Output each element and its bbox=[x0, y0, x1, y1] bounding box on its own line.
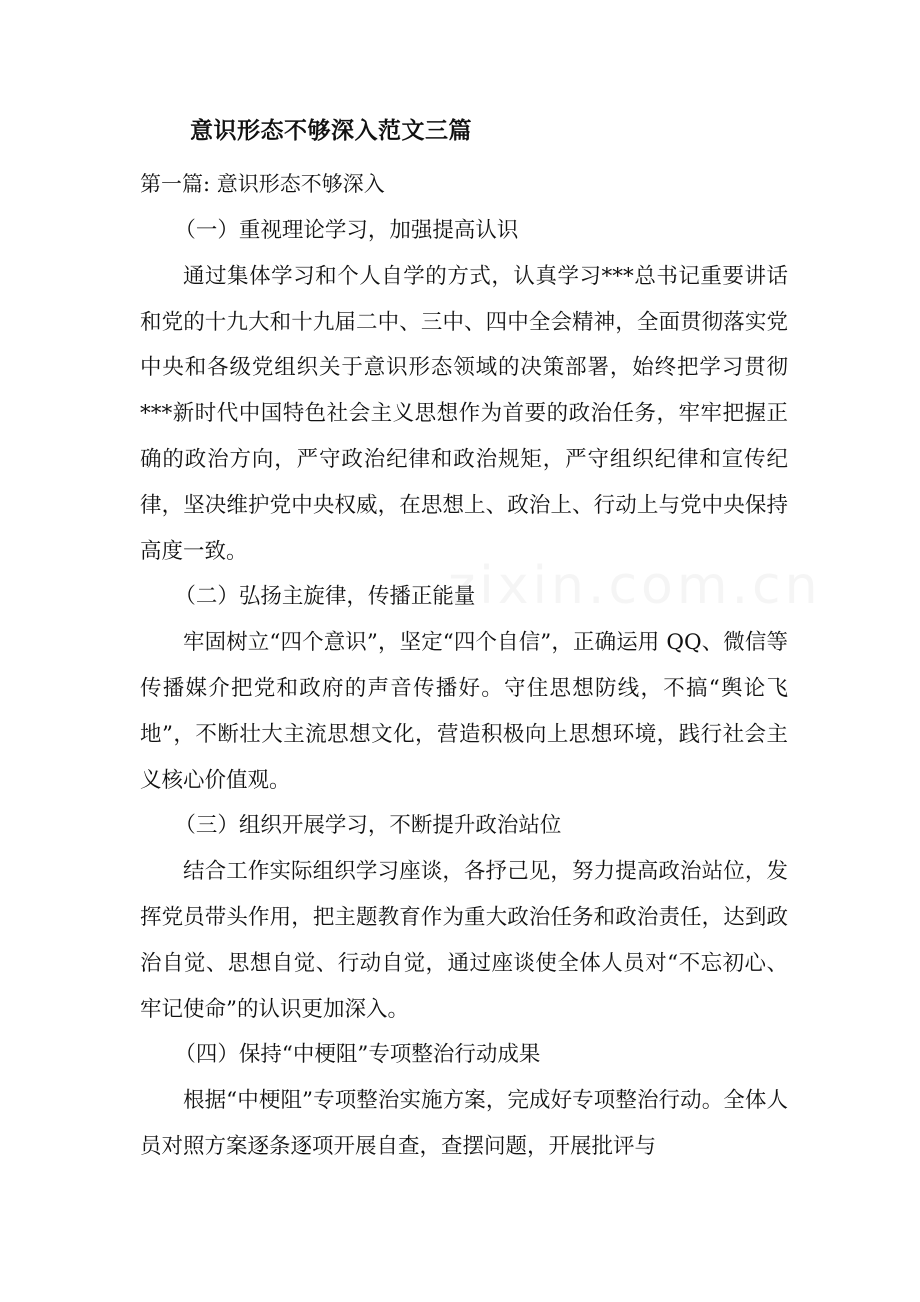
subheading-2: （二）弘扬主旋律，传播正能量 bbox=[174, 584, 476, 610]
watermark: zixin.com.cn bbox=[448, 556, 822, 616]
section-heading: 第一篇: 意识形态不够深入 bbox=[140, 172, 385, 196]
document-body bbox=[140, 208, 788, 1170]
paragraph-1: 通过集体学习和个人自学的方式，认真学习***总书记重要讲话和党的十九大和十九届二中、三中、四中全会精神，全面贯彻落实党中央和各级党组织关于意识形态领域的决策部署，始终把学习贯彻***新时代中国特色社会主义思想作为首要的政治任务，牢牢把握正确的政治方向，严守政治纪律和政治规矩，严守组织纪律和宣传纪律，坚决维护党中央权威，在思想上、政治上、行动上与党中央保持高度一致。 bbox=[140, 263, 788, 564]
paragraph-3: 结合工作实际组织学习座谈，各抒己见，努力提高政治站位，发挥党员带头作用，把主题教育作为重大政治任务和政治责任，达到政治自觉、思想自觉、行动自觉，通过座谈使全体人员对“不忘初心、牢记使命”的认识更加深入。 bbox=[140, 859, 788, 1022]
subheading-1: （一）重视理论学习，加强提高认识 bbox=[174, 218, 519, 243]
paragraph-4: 根据“中梗阻”专项整治实施方案，完成好专项整治行动。全体人员对照方案逐条逐项开展自查，查摆问题，开展批评与 bbox=[140, 1088, 788, 1159]
subheading-3: （三）组织开展学习，不断提升政治站位 bbox=[174, 813, 562, 839]
subheading-4: （四）保持“中梗阻”专项整治行动成果 bbox=[174, 1042, 541, 1068]
paragraph-2: 牢固树立“四个意识”，坚定“四个自信”，正确运用 QQ、微信等传播媒介把党和政府的声音传播好。守住思想防线，不搞“舆论飞地”，不断壮大主流思想文化，营造积极向上思想环境，践行社会主义核心价值观。 bbox=[140, 630, 788, 793]
document-title: 意识形态不够深入范文三篇 bbox=[190, 118, 472, 144]
